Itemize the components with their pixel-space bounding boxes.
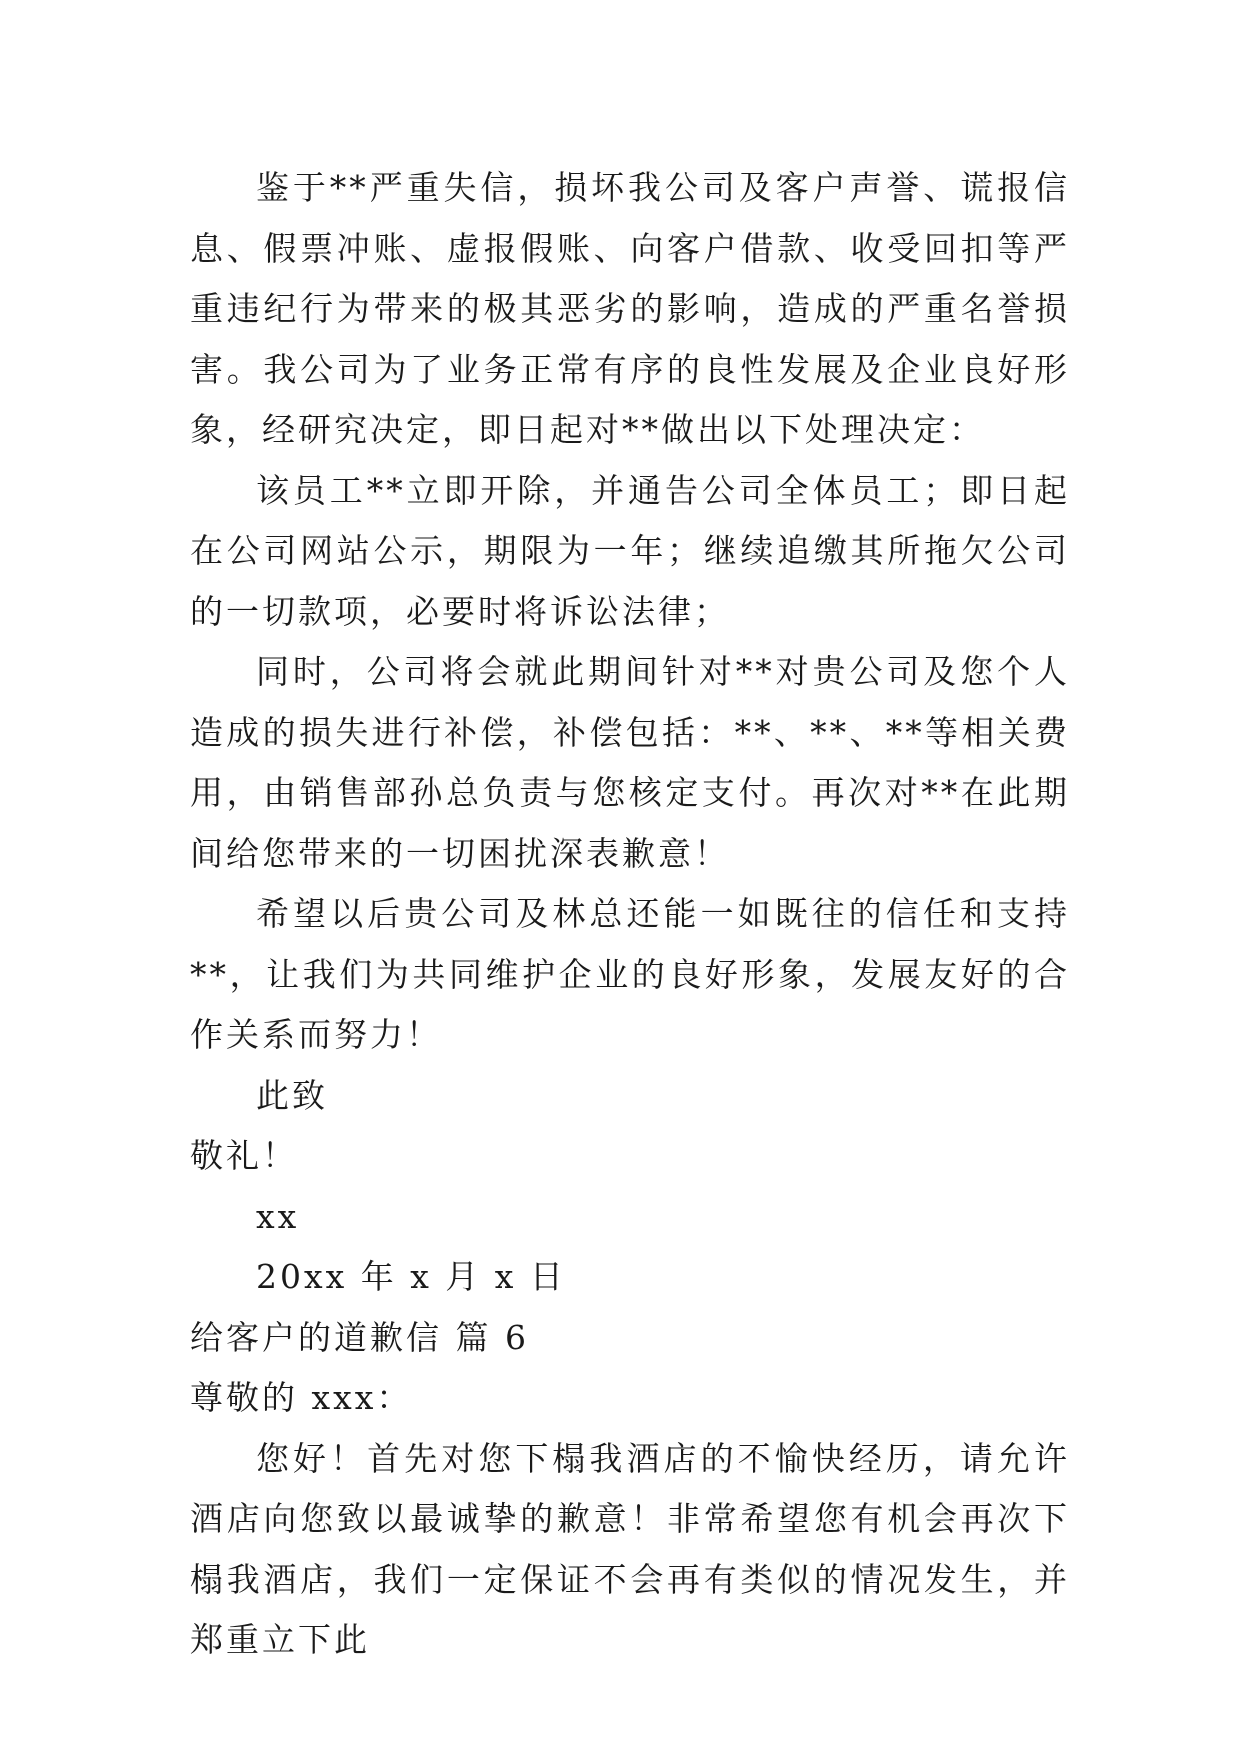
salutation: 尊敬的 xxx： [190, 1378, 413, 1417]
paragraph-compensation: 同时，公司将会就此期间针对**对贵公司及您个人造成的损失进行补偿，补偿包括：**、**、**等相关费用，由销售部孙总负责与您核定支付。再次对**在此期间给您带来的一切困扰深表歉意！ [190, 652, 1070, 873]
closing-line-2: 敬礼！ [190, 1136, 298, 1175]
paragraph-hope: 希望以后贵公司及林总还能一如既往的信任和支持**，让我们为共同维护企业的良好形象，发展友好的合作关系而努力！ [190, 894, 1070, 1054]
paragraph-hotel-apology: 您好！首先对您下榻我酒店的不愉快经历，请允许酒店向您致以最诚挚的歉意！非常希望您有机会再次下榻我酒店，我们一定保证不会再有类似的情况发生，并郑重立下此 [190, 1438, 1070, 1659]
letter-date: 20xx 年 x 月 x 日 [256, 1257, 566, 1296]
paragraph-dismissal-reason: 鉴于**严重失信，损坏我公司及客户声誉、谎报信息、假票冲账、虚报假账、向客户借款、收受回扣等严重违纪行为带来的极其恶劣的影响，造成的严重名誉损害。我公司为了业务正常有序的良性发展及企业良好形象，经研究决定，即日起对**做出以下处理决定： [190, 168, 1070, 449]
document-body [190, 158, 1070, 1671]
signer-name: xx [256, 1196, 300, 1236]
paragraph-dismissal-decision: 该员工**立即开除，并通告公司全体员工；即日起在公司网站公示，期限为一年；继续追缴其所拖欠公司的一切款项，必要时将诉讼法律； [190, 470, 1070, 631]
closing-line-1: 此致 [256, 1075, 328, 1115]
section-title: 给客户的道歉信 篇 6 [190, 1317, 529, 1357]
